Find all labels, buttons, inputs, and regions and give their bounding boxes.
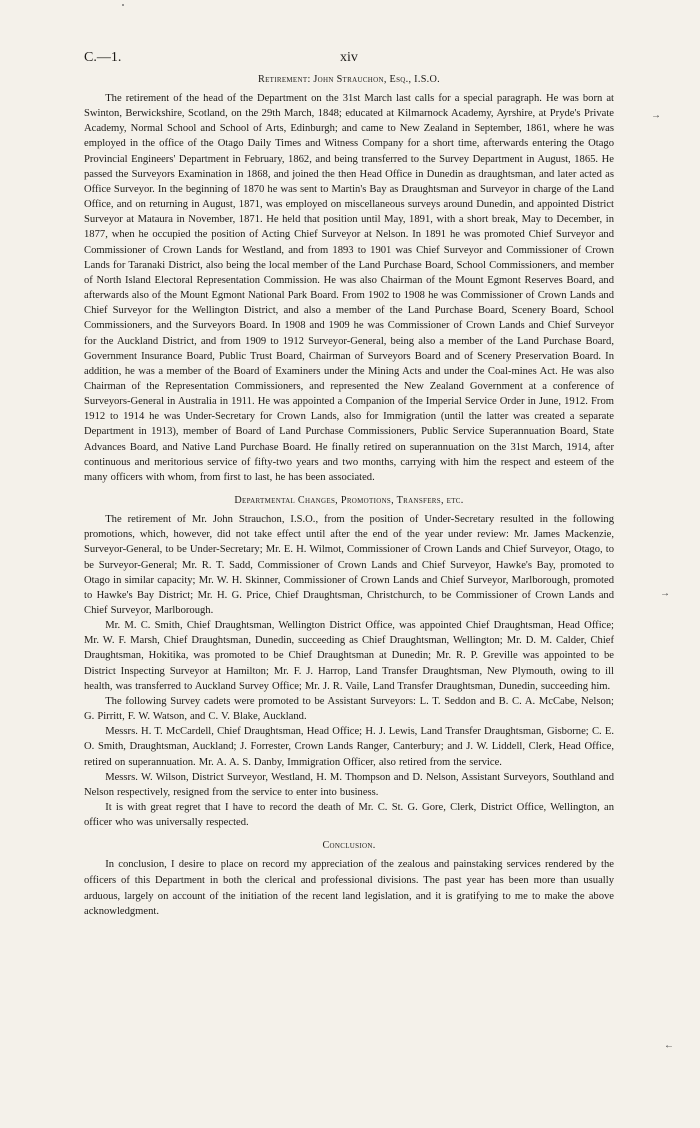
margin-tick: → — [651, 110, 661, 121]
page-speck — [122, 4, 124, 6]
section-departmental-changes — [84, 495, 614, 830]
paragraph: The retirement of Mr. John Strauchon, I.S.O., from the position of Under-Secretary resulted in the following promotions, which, however, did not take effect until after the end of the year under review: Mr. James Mackenzie, Surveyor-General, to be Under-Secretary; Mr. E. H. Wilmot, Commissioner of Crown Lands and Chief Surveyor, Otago, to be Surveyor-General; Mr. R. T. Sadd, Commissioner of Crown Lands and Chief Surveyor, Hawke's Bay, promoted to Otago in similar capacity; Mr. W. H. Skinner, Commissioner of Crown Lands and Chief Surveyor, Marlborough, promoted to Hawke's Bay District; Mr. H. G. Price, Chief Draughtsman, Christchurch, to be Commissioner of Crown Lands and Chief Surveyor, Marlborough. — [84, 514, 614, 616]
margin-tick: ← — [664, 1040, 674, 1051]
section-conclusion — [84, 840, 614, 919]
paragraph: Messrs. W. Wilson, District Surveyor, Westland, H. M. Thompson and D. Nelson, Assistant Surveyors, Southland and Nelson respectively, resigned from the service to enter into business. — [84, 771, 614, 798]
heading-lead: Retirement — [257, 74, 308, 85]
section-heading: Conclusion. — [322, 840, 376, 852]
section-heading: Departmental Changes, Promotions, Transfers, etc. — [234, 495, 464, 507]
margin-tick: → — [660, 588, 670, 599]
paragraph: In conclusion, I desire to place on record my appreciation of the zealous and painstaking services rendered by the officers of this Department in both the clerical and professional divisions. The past year has been more than usually arduous, largely on account of the initiation of the recent land legislation, and it is gratifying to me to make the above acknowledgment. — [84, 859, 614, 918]
paragraph: It is with great regret that I have to record the death of Mr. C. St. G. Gore, Clerk, District Office, Wellington, an officer who was universally respected. — [84, 802, 614, 829]
paragraph: The retirement of the head of the Department on the 31st March last calls for a special paragraph. He was born at Swinton, Berwickshire, Scotland, on the 29th March, 1848; educated at Kilmarnock Academy, Ayrshire, at Pryde's Private Academy, Normal School and School of Arts, Edinburgh; and came to New Zealand in September, 1861, where he was employed in the office of the Otago Daily Times and Witness Company for a short time, afterwards entering the Otago Provincial Engineers' Department in February, 1862, and being transferred to the Survey Department in August, 1865. He passed the Surveyors Examination in 1868, and joined the then Head Office in Dunedin as draughtsman, and later acted as Office Surveyor. In the beginning of 1870 he was sent to Martin's Bay as Draughtsman and Surveyor in charge of the Land Office, and on returning in August, 1871, was employed on miscellaneous surveys around Dunedin, and appointed District Surveyor at Mataura in November, 1871. He held that position until May, 1891, with a short break, May to December, in 1877, when he occupied the position of Acting Chief Surveyor at Nelson. In 1891 he was promoted Chief Surveyor and Commissioner of Crown Lands for Westland, and from 1893 to 1901 was Chief Surveyor and Commissioner of Crown Lands for Taranaki District, also being the local member of the Land Purchase Board, School Commissioners, and member of North Island Electoral Representation Commission. He was also Chairman of the Mount Egmont Reserves Board, and afterwards also of the Mount Egmont National Park Board. From 1902 to 1908 he was Commissioner of Crown Lands and Chief Surveyor for the Wellington District, and also a member of the Land Purchase Board, Scenery Board, School Commissioners, and the Surveyors Board. In 1908 and 1909 he was Commissioner of Crown Lands and Chief Surveyor for the Auckland District, and from 1909 to 1912 Surveyor-General, being also a member of the Land Purchase Board, Government Insurance Board, Public Trust Board, Chairman of Surveyors Board and of Scenery Preservation Board. In addition, he was a member of the Board of Examiners under the Mining Acts and under the Coal-mines Act. He was also Chairman of the Representation Commissioners, and represented the New Zealand Government at a conference of Surveyors-General in Australia in 1911. He was appointed a Companion of the Imperial Service Order in June, 1912. From 1912 to 1914 he was Under-Secretary for Crown Lands, also for Immigration (until the latter was created a separate Department in 1913), member of Board of Land Purchase Commissioners, Public Service Superannuation Board, State Advances Board, and Native Land Purchase Board. He finally retired on superannuation on the 31st March, 1914, after continuous and meritorious service of fifty-two years and two months, carrying with him the respect and esteem of the many officers with whom, from first to last, he has been associated. — [84, 93, 614, 483]
paragraph: Mr. M. C. Smith, Chief Draughtsman, Wellington District Office, was appointed Chief Draughtsman, Head Office; Mr. W. F. Marsh, Chief Draughtsman, Dunedin, succeeding as Chief Draughtsman, Wellington; Mr. D. M. Calder, Chief Draughtsman, Hokitika, was promoted to be Chief Draughtsman at Dunedin; Mr. R. P. Greville was appointed to be District Inspecting Surveyor at Hamilton; Mr. F. J. Harrop, Land Transfer Draughtsman, New Plymouth, owing to ill health, was transferred to Auckland Survey Office; Mr. J. R. Vaile, Land Transfer Draughtsman, Dunedin, succeeding him. — [84, 620, 614, 692]
paper-reference: C.—1. — [84, 50, 122, 65]
paragraph: The following Survey cadets were promoted to be Assistant Surveyors: L. T. Seddon and B. C. A. McCabe, Nelson; G. Pirritt, F. W. Watson, and C. V. Blake, Auckland. — [84, 695, 614, 723]
page-number: xiv — [340, 50, 358, 65]
section-retirement — [84, 74, 614, 485]
paragraph: Messrs. H. T. McCardell, Chief Draughtsman, Head Office; H. J. Lewis, Land Transfer Draughtsman, Gisborne; C. E. O. Smith, Draughtsman, Auckland; J. Forrester, Crown Lands Ranger, Canterbury; and J. W. Liddell, Clerk, Head Office, retired on superannuation. Mr. A. A. S. Danby, Immigration Officer, also retired from the service. — [84, 726, 614, 768]
section-heading — [84, 74, 614, 85]
document-page — [84, 34, 614, 920]
page-header — [84, 34, 614, 64]
heading-rest: : John Strauchon, Esq., I.S.O. — [307, 74, 441, 85]
